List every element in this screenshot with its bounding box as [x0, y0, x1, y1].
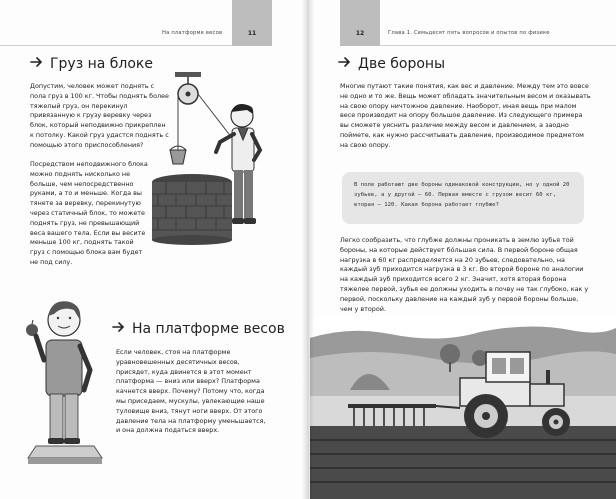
tractor-field-illustration [310, 318, 616, 499]
book-gutter [302, 0, 314, 499]
right-page-number: 12 [340, 0, 380, 46]
section-title-text: На платформе весов [132, 321, 285, 337]
left-page-number: 11 [232, 0, 272, 46]
paragraph-pulley-question: Допустим, человек может поднять с пола груз в 100 кг. Чтобы поднять более тяжелый груз, он перекинул привязанную к грузу веревку через блок, который неподвижно прикреплен к потолку. Какой груз удастся поднять с помощью этого приспособления? [30, 82, 169, 149]
right-page [310, 0, 616, 499]
problem-callout: В поле работают две бороны одинаковой конструкции, но у одной 20 зубьев, а у другой — 60. Первая вместе с грузом весит 60 кг, вторая — 120. Какая борона работает глубже? [342, 172, 584, 224]
left-page [0, 0, 306, 499]
right-head-rule [380, 45, 616, 46]
well-pulley-illustration [150, 70, 300, 245]
paragraph-scales: Если человек, стоя на платформе уравновешенных десятичных весов, присядет, куда двинется в этот момент платформа — вниз или вверх? Платформа качнется вверх. Почему? Потому что, когда мы приседаем, мускулы, увлекающие наше туловище вниз, тянут ноги вверх. От этого давление тела на платформу уменьшается, и она должна податься вверх. [116, 348, 266, 435]
paragraph-harrow-answer: Легко сообразить, что глубже должны проникать в землю зубья той бороны, на которые действует бо́льшая сила. В первой бороне общая нагрузка в 60 кг распределяется на 20 зубьев, следовательно, на каждый зуб приходится нагрузка в 3 кг. Во второй бороне по аналогии на каждый зуб приходится всего 2 кг. Значит, хотя вторая борона тяжелее первой, зубья ее должны уходить в почву не так глубоко, как у первой, поскольку давление на каждый зуб у первой бороны больше, чем у второй. [340, 236, 589, 313]
paragraph-weight-vs-pressure: Многие путают такие понятия, как вес и давление. Между тем это вовсе не одно и то же. Вещь может обладать значительным весом и оказывать на свою опору ничтожное давление. Наоборот, иная вещь при малом весе производит на опору большое давление. Из следующего примера вы сможете уяснить различие между весом и давлением, а заодно поймете, как нужно рассчитывать давление, производимое предметом на свою опору. [340, 82, 591, 149]
section-title-two-harrows [338, 56, 445, 72]
arrow-icon [30, 56, 44, 72]
left-head-rule [0, 45, 232, 46]
section-title-on-scale-platform [112, 321, 285, 337]
left-running-head: На платформе весов [162, 30, 223, 36]
man-on-scales-illustration [18, 290, 110, 470]
section-title-text: Груз на блоке [50, 56, 154, 72]
arrow-icon [112, 321, 126, 337]
right-running-head: Глава 1. Семьдесят пять вопросов и опытов по физике [388, 30, 550, 36]
paragraph-pulley-answer: Посредством неподвижного блока можно поднять нисколько не больше, чем непосредственно руками, а то и меньше. Когда вы тянете за веревку, перекинутую через статичный блок, то можете поднять груз, не превышающий веса вашего тела. Если вы весите меньше 100 кг, поднять такой груз с помощью блока вам будет не под силу. [30, 160, 148, 266]
section-title-text: Две бороны [358, 56, 446, 72]
section-title-load-on-pulley [30, 56, 153, 72]
arrow-icon [338, 56, 352, 72]
